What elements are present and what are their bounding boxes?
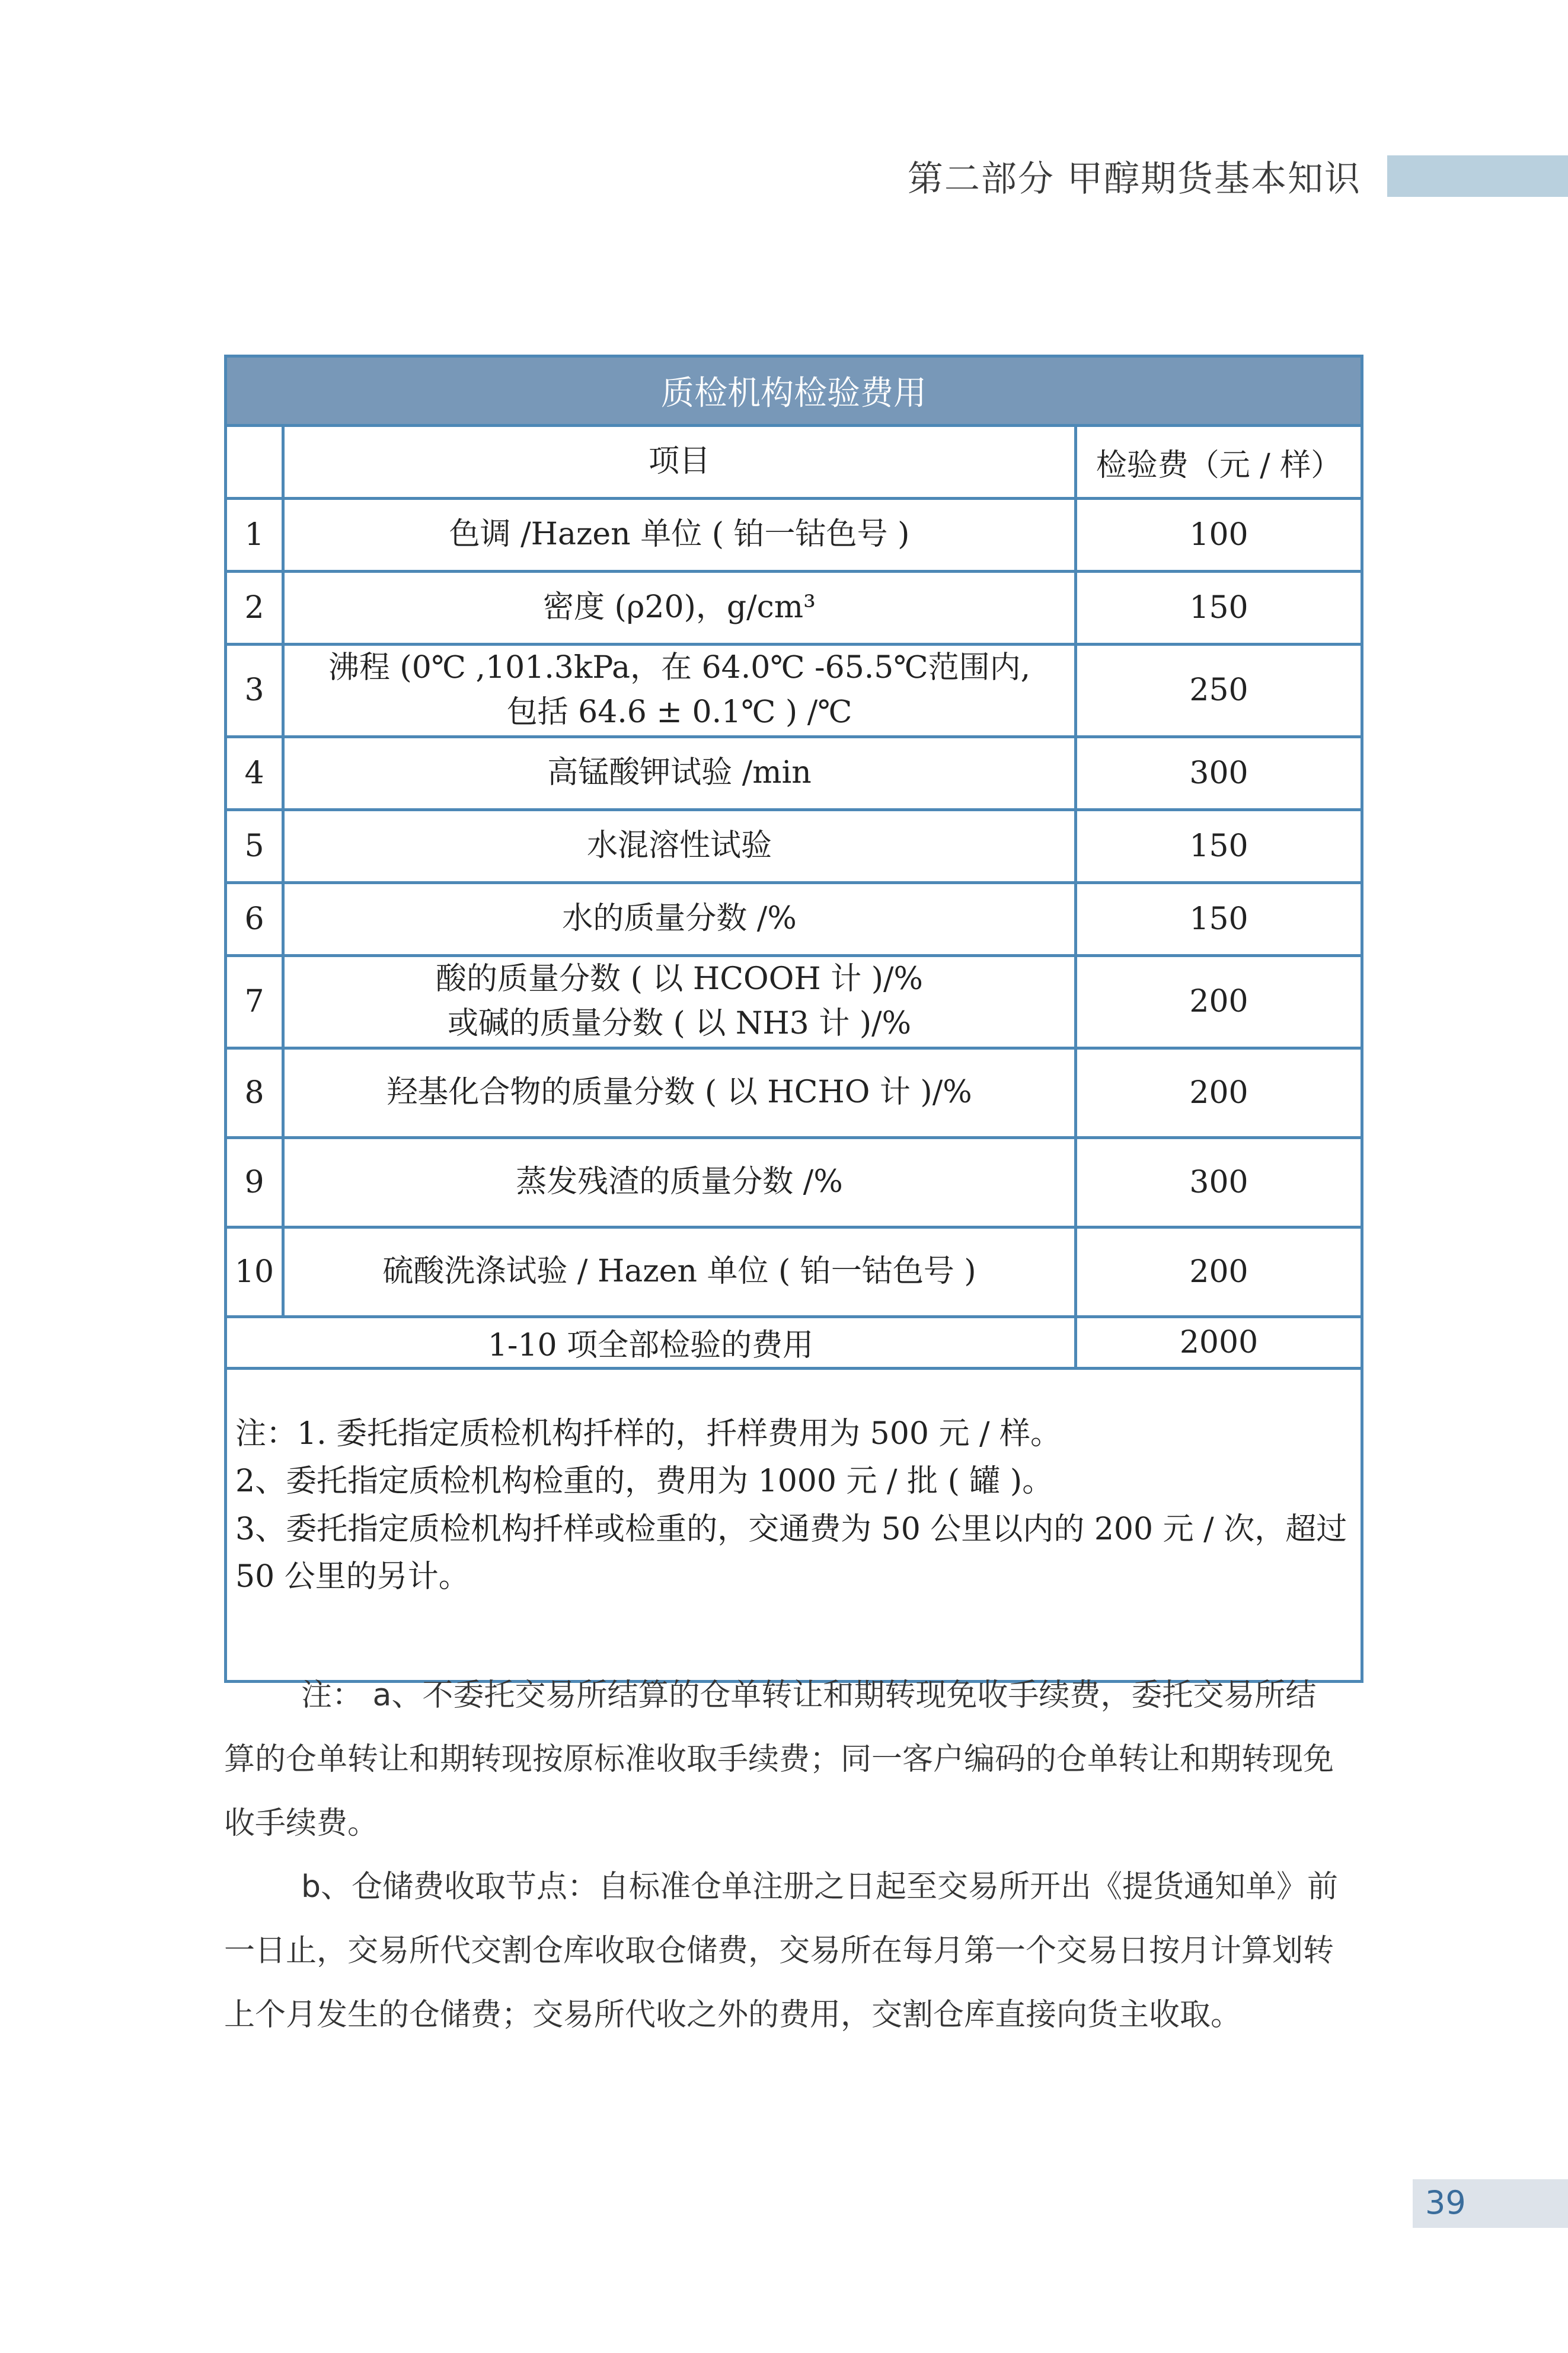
total-fee: 2000: [1076, 1316, 1362, 1368]
row-item: [283, 736, 1076, 809]
row-item-line: 酸的质量分数 ( 以 HCOOH 计 )/%: [436, 961, 923, 997]
row-number: 2: [226, 572, 283, 645]
header-fee: 检验费（元 / 样）: [1076, 426, 1362, 499]
paragraph-b: [224, 1855, 1363, 2047]
page-number: 39: [1425, 2184, 1466, 2221]
row-item-line: 蒸发残渣的质量分数 /%: [516, 1163, 843, 1200]
row-item-line: 沸程 (0℃ ,101.3kPa，在 64.0℃ -65.5℃范围内,: [328, 650, 1031, 686]
table-row: [226, 645, 1362, 737]
row-item: [283, 645, 1076, 737]
total-label: 1-10 项全部检验的费用: [226, 1316, 1076, 1368]
row-item-line: 硫酸洗涤试验 / Hazen 单位 ( 铂一钴色号 ): [382, 1253, 976, 1289]
row-item: [283, 955, 1076, 1048]
row-number: 6: [226, 882, 283, 955]
row-item: [283, 1048, 1076, 1137]
table-row: [226, 809, 1362, 882]
table-row: [226, 499, 1362, 572]
row-number: 8: [226, 1048, 283, 1137]
paragraph-line: 算的仓单转让和期转现按原标准收取手续费；同一客户编码的仓单转让和期转现免: [224, 1742, 1334, 1777]
row-number: 5: [226, 809, 283, 882]
total-row: [226, 1316, 1362, 1368]
row-item-line: 羟基化合物的质量分数 ( 以 HCHO 计 )/%: [387, 1074, 972, 1110]
row-number: 3: [226, 645, 283, 737]
row-item-line: 密度 (ρ20)，g/cm³: [543, 589, 816, 626]
header-no-cell: [226, 426, 283, 499]
row-item-line: 或碱的质量分数 ( 以 NH3 计 )/%: [447, 1006, 912, 1042]
row-fee: 100: [1076, 499, 1362, 572]
row-item-line: 高锰酸钾试验 /min: [547, 755, 812, 791]
note-line: 3、委托指定质检机构扦样或检重的，交通费为 50 公里以内的 200 元 / 次，超过: [235, 1511, 1347, 1547]
row-number: 4: [226, 736, 283, 809]
row-item-line: 色调 /Hazen 单位 ( 铂一钴色号 ): [449, 516, 910, 553]
row-item: [283, 882, 1076, 955]
row-fee: 200: [1076, 1048, 1362, 1137]
row-fee: 250: [1076, 645, 1362, 737]
row-item: [283, 1227, 1076, 1316]
table-row: [226, 882, 1362, 955]
paragraph-line: 收手续费。: [224, 1806, 379, 1841]
row-fee: 300: [1076, 736, 1362, 809]
row-number: 1: [226, 499, 283, 572]
note-line: 50 公里的另计。: [235, 1559, 470, 1595]
section-header: 第二部分 甲醇期货基本知识: [907, 158, 1361, 200]
paragraph-line: 一日止，交易所代交割仓库收取仓储费，交易所在每月第一个交易日按月计算划转: [224, 1933, 1334, 1969]
paragraph-line: b、仓储费收取节点：自标准仓单注册之日起至交易所开出《提货通知单》前: [301, 1869, 1339, 1905]
row-item-line: 水混溶性试验: [586, 828, 772, 864]
table-row: [226, 1227, 1362, 1316]
table-notes: [226, 1368, 1362, 1681]
row-item-line: 水的质量分数 /%: [562, 901, 797, 937]
row-item: [283, 499, 1076, 572]
paragraph-a: [224, 1663, 1363, 1855]
row-number: 7: [226, 955, 283, 1048]
row-fee: 150: [1076, 882, 1362, 955]
row-fee: 150: [1076, 809, 1362, 882]
row-fee: 200: [1076, 1227, 1362, 1316]
paragraph-line: 注： a、不委托交易所结算的仓单转让和期转现免收手续费，委托交易所结: [301, 1678, 1317, 1713]
note-line: 2、委托指定质检机构检重的，费用为 1000 元 / 批 ( 罐 )。: [235, 1464, 1053, 1500]
row-number: 9: [226, 1137, 283, 1227]
header-accent-bar: [1387, 155, 1568, 197]
row-fee: 300: [1076, 1137, 1362, 1227]
table-row: [226, 736, 1362, 809]
row-item: [283, 1137, 1076, 1227]
row-item: [283, 572, 1076, 645]
row-fee: 200: [1076, 955, 1362, 1048]
row-number: 10: [226, 1227, 283, 1316]
table-row: [226, 1048, 1362, 1137]
paragraph-line: 上个月发生的仓储费；交易所代收之外的费用，交割仓库直接向货主收取。: [224, 1997, 1242, 2033]
table-title: 质检机构检验费用: [226, 356, 1362, 426]
header-item: 项目: [283, 426, 1076, 499]
note-line: 注：1. 委托指定质检机构扦样的，扦样费用为 500 元 / 样。: [235, 1415, 1062, 1452]
inspection-fee-table: [224, 355, 1363, 1683]
table-row: [226, 572, 1362, 645]
row-item: [283, 809, 1076, 882]
row-fee: 150: [1076, 572, 1362, 645]
table-row: [226, 1137, 1362, 1227]
row-item-line: 包括 64.6 ± 0.1℃ ) /℃: [506, 694, 852, 731]
table-row: [226, 955, 1362, 1048]
